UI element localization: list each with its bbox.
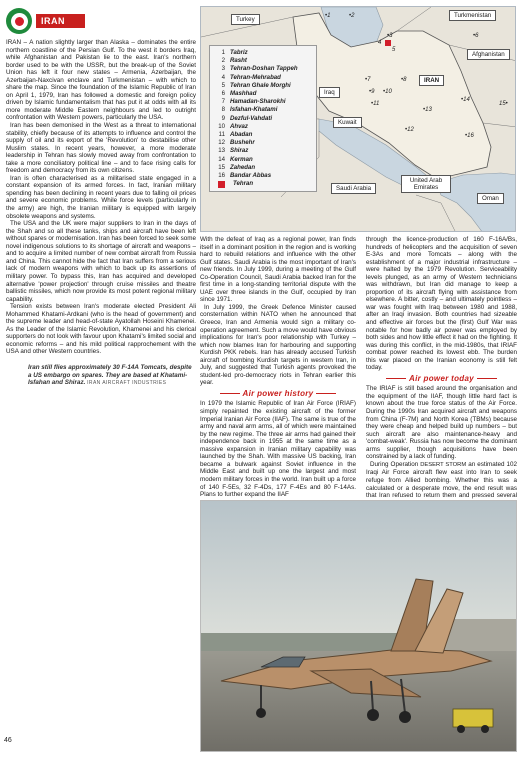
legend-item: 1 Tabriz [221,49,248,56]
paragraph: In 1979 the Islamic Republic of Iran Air Force (IRIAF) simply repainted the existing aircraft of the former Imperial Iranian Air Force (IIAF). The same is true of the army and naval arm arms, all of which were maintained by the new regime. The three air arms had gained their independence back in 1955 at the same time as a massive expansion in Iranian military capability was launched by the Shah. With massive US backing, Iran became a bulwark against Soviet influence in the Middle East and built up one the largest and most modern military forces in the world. Iran built up a force of 140 F-5Es, 32 F-4Ds, 177 F-4Es and 80 F-14As. Plans to further expand the IIAF [200,400,356,498]
legend-item: 9 Dezful-Vahdati [221,114,273,122]
map-marker-9: •9 [369,89,375,95]
map-marker-4: 4 [378,40,382,46]
paragraph: During Operation DESERT STORM an estimated 102 Iraqi Air Force aircraft flew east into Iran to seek refuge from Allied bombing. Whether this was a calculated or a desperate move, the end result was that Iran refused to return them and pressed several [366,460,517,500]
legend-item: 7 Hamadan-Sharokhi [221,98,286,106]
intro-text [6,39,196,356]
map-marker-6: •6 [473,33,479,39]
map-marker-15: 15• [499,101,508,107]
map-marker-11: •11 [371,101,380,107]
section-header [6,6,196,36]
photo-credit: IRAN AIRCRAFT INDUSTRIES [87,380,167,387]
legend-item: 2 Rasht [221,57,247,65]
paragraph: Tension exists between Iran's moderate elected President Ali Mohammed Khatami-Ardkani (who is the head of government) and the supreme leader and head-of-state Ayatollah Hoseini Khamenei. As the Leader of the Islamic Revolution, Khamenei and his clerical supporters do not look with favour upon Khatami's limited social and economic reforms – and his mild political rapprochement with the USA and other Western countries. [6,303,196,356]
map-marker-8: •8 [401,77,407,83]
subheading-air-power-today: Air power today [366,375,517,383]
country-label-uae: United Arab Emirates [401,175,451,193]
legend-item: 11 Abadan [218,131,253,139]
map-marker-12: •12 [405,127,414,133]
paragraph: Iran has been demonised in the West as a threat to international stability, chiefly because of its attempts to influence and control the supply of oil and its export of the 'Revolution' to destabilise other Muslim states. In recent years, however, a more moderate leadership in Tehran has slowly moved away from confrontation to take a more conciliatory political line – and to face rising calls for freedom and democracy from its own citizens. [6,122,196,175]
subheading-air-power-history: Air power history [200,390,356,398]
legend-item: 4 Tehran-Mehrabad [221,73,281,81]
legend-item: 14 Kerman [218,155,253,163]
country-label-iraq: Iraq [319,87,340,98]
map-marker-3: •3 [387,33,393,39]
paragraph: In July 1999, the Greek Defence Minister caused consternation within NATO when he announced that Greece, Iran and Armenia would sign a military co-operation agreement. Such a move would have obvious implications for Iran's poor relationship with Turkey – which now blames Iran for harbouring and supporting Kurdish PKK rebels. Iran has already accused Turkish aircraft of bombing Kurdish targets in western Iran, in July, and suggested that Turkish agents provoked the student-led pro-democracy riots in Tehran earlier this year. [200,303,356,387]
map-marker-7: •7 [365,77,371,83]
f14-tomcat-photo [200,500,517,752]
photo-caption [28,364,196,388]
country-label-turkmenistan: Turkmenistan [449,10,496,21]
country-label-iran: IRAN [419,75,444,86]
country-label-oman: Oman [477,193,504,204]
map-marker-5: 5 [392,47,396,53]
paragraph: through the licence-production of 160 F-16A/Bs, hundreds of helicopters and the acquisition of seven E-3As and more Tomcats – along with the establishment of a major industrial infrastructure – were halted by the 1979 Revolution. Serviceability levels plunged, as an army of Western technicians was withdrawn, but Iran did manage to keep a proportion of its aircraft flying with assistance from elsewhere. A bitter, costly – and ultimately pointless – war was fought with Iraq between 1980 and 1988, after an Iraqi invasion. Both countries had sizeable and effective air forces but the (first) Gulf War was notable for how badly air power was employed by both sides and how little effect it had on the fighting. It was during this conflict, in the mid-1980s, that IRIAF combat power reached its lowest ebb. The burden this war placed on the Iranian economy is still felt today. [366,236,517,372]
legend-item: 10 Ahvaz [218,122,248,130]
page-number: 46 [4,737,12,744]
paragraph: IRAN – A nation slightly larger than Alaska – dominates the entire northern coastline of the Persian Gulf. To the west it borders Iraq, while Afghanistan and Pakistan lie to the east. Iran's northern border used to be with the USSR, but the break-up of the Soviet Union has left it four new states – Armenia, Azerbaijan, the Azerbaijan-Naxcivan enclave and Turkmenistan – with which to share the map. Since the foundation of the Islamic Republic of Iran on April 1, 1979, Iran has followed a domestic and foreign policy driven by Islamic fundamentalism that has put it at odds with all its more moderate Middle Eastern neighbours and led to outright confrontation with Western powers, particularly the USA. [6,39,196,122]
map-marker-14: •14 [461,97,470,103]
iran-airbase-map [200,6,516,232]
left-column [6,6,196,726]
legend-item: 12 Bushehr [218,139,255,147]
capital-marker-icon [218,181,225,188]
middle-column [200,236,356,498]
country-label-afghanistan: Afghanistan [467,49,510,60]
legend-item: 8 Isfahan-Khatami [221,106,278,114]
paragraph: With the defeat of Iraq as a regional power, Iran finds itself in a dominant position in the region and is working hard to rebuild relations and influence with the other Gulf states. Saudi Arabia is the most important of Iran's new friends. In July 1999, during a meeting of the Gulf Co-Operation Council, Saudi Arabia backed Iran for the first time in a long-standing territorial dispute with the UAE over three islands in the Gulf, occupied by Iran since 1971. [200,236,356,304]
paragraph: The USA and the UK were major suppliers to Iran in the days of the Shah and so all these tanks, ships and aircraft have been left without spares or modernisation. Iran has been forced to seek some novel indigenous solutions to its shortage of aircraft and weapons – and to acquire a limited number of new combat aircraft from Russia and China. This cannot hide the fact that Iran suffers from a serious lack of modern weapons with which to back up its assertions of military power. To bypass this, Iran has acquired and developed alternative 'power projection' through cruise missiles and theatre ballistic missiles, which now provide its most potent regional military capability. [6,220,196,303]
jet-aircraft-image [201,501,517,752]
caption-text: Iran still flies approximately 30 F-14A Tomcats, despite a US embargo on spares. They are based at Khatami-Isfahan and Shiraz. [28,363,192,387]
paragraph: Iran is often characterised as a militarised state engaged in a constant expansion of its armed forces. In fact, Iranian military spending has been declining in recent years due to falling oil prices and severe economic problems. While force levels (particularly in the army) are high, the Iranian military is equipped with largely obsolete weapons and systems. [6,174,196,220]
legend-item: 15 Zahedan [218,163,256,171]
iran-roundel-icon [6,8,32,34]
map-marker-13: •13 [423,107,432,113]
operation-name: DESERT STORM [420,461,467,468]
country-label-turkey: Turkey [231,14,260,25]
legend-item: 3 Tehran-Doshan Tappeh [221,65,298,73]
map-marker-1: •1 [325,13,331,19]
map-legend [209,45,317,192]
legend-item: 13 Shiraz [218,147,249,155]
legend-item: 5 Tehran Ghale Morghi [221,81,291,89]
legend-item: 6 Mashhad [221,90,257,98]
legend-item-capital: Tehran [214,180,312,188]
map-marker-2: •2 [349,13,355,19]
section-title: IRAN [36,14,85,28]
paragraph: The IRIAF is still based around the organisation and the equipment of the IIAF, though little hard fact is known about the true force status of the Air Force. During the 1990s Iran acquired aircraft and weapons from China (F-7M) and North Korea (TBMs) because they were cheap and helped build up numbers – but such aircraft are also maintenance-heavy and 'combat-weak'. Russia has now become the dominant arms supplier, though acquisitions have been constrained by a lack of funding. [366,385,517,461]
country-label-kuwait: Kuwait [333,117,362,128]
map-marker-10: •10 [383,89,392,95]
tehran-marker-icon [385,40,391,46]
map-marker-16: •16 [465,133,474,139]
legend-item: 16 Bandar Abbas [218,172,272,180]
country-label-saudi-arabia: Saudi Arabia [331,183,376,194]
